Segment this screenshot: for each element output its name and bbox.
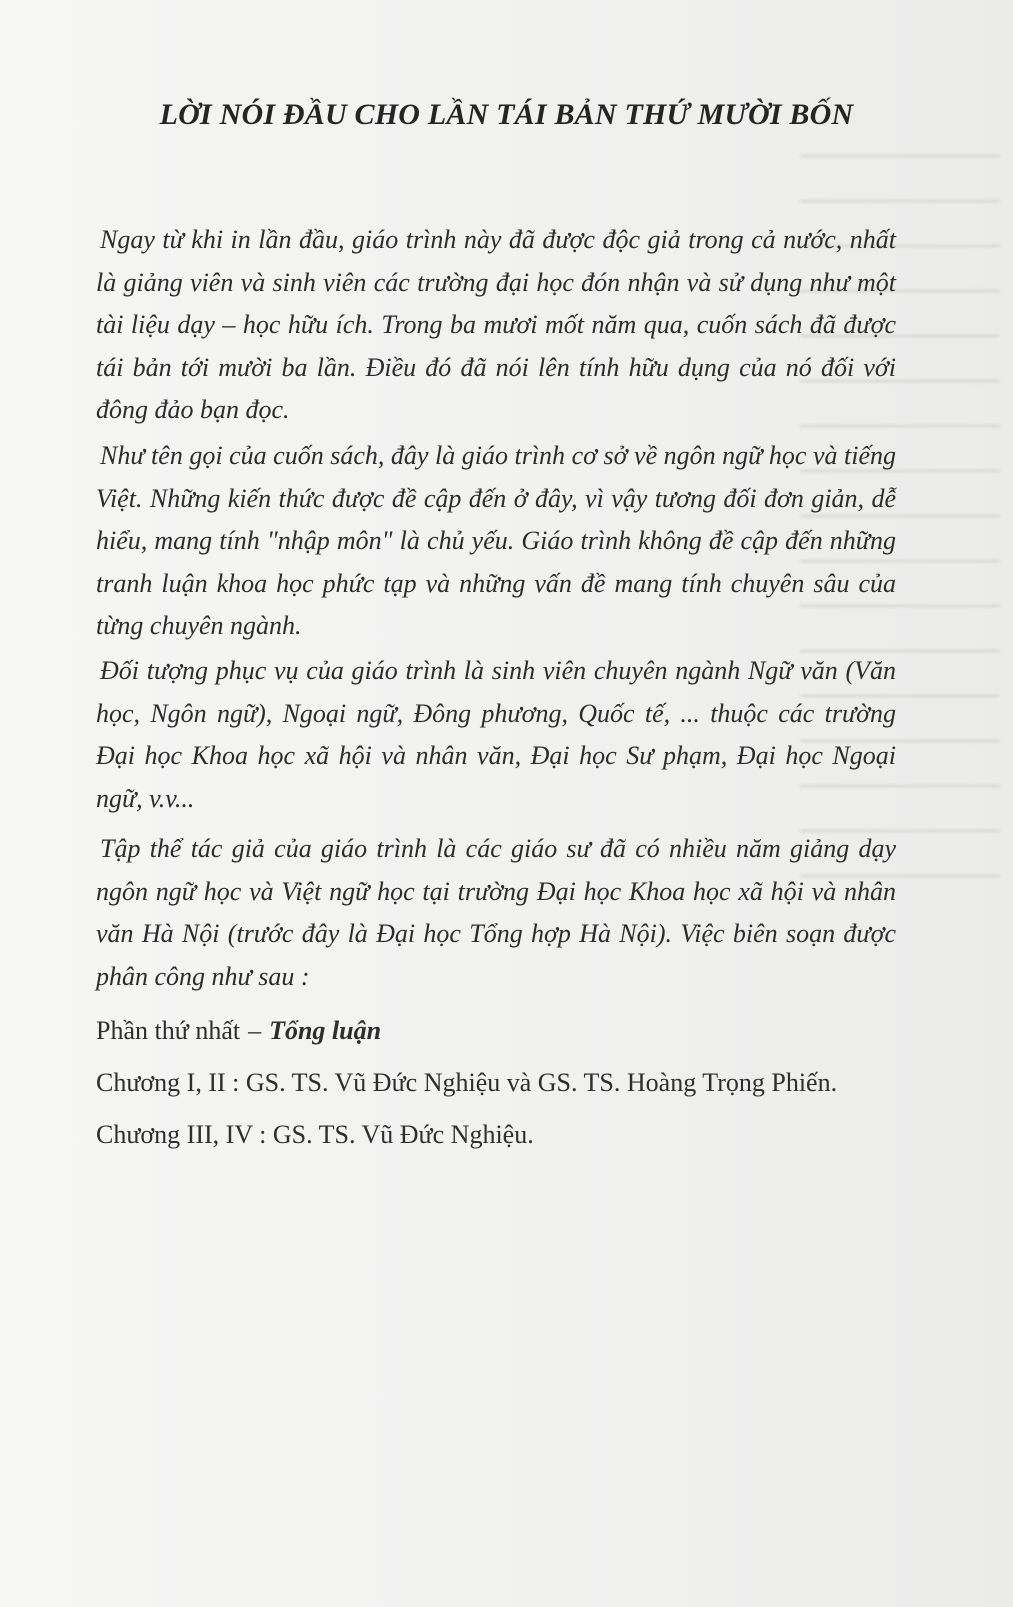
paragraph-text: Tập thể tác giả của giáo trình là các giáo sư đã có nhiều năm giảng dạy ngôn ngữ học và Việt ngữ học tại trường Đại học Khoa học xã hội và nhân văn Hà Nội (trước đây là Đại học Tổng hợp Hà Nội). Việc biên soạn được phân công như sau : [96, 834, 896, 991]
paragraph-text: Như tên gọi của cuốn sách, đây là giáo trình cơ sở về ngôn ngữ học và tiếng Việt. Những kiến thức được đề cập đến ở đây, vì vậy tương đối đơn giản, dễ hiểu, mang tính "nhập môn" là chủ yếu. Giáo trình không đề cập đến những tranh luận khoa học phức tạp và những vấn đề mang tính chuyên sâu của từng chuyên ngành. [96, 441, 896, 640]
part-dash: – [248, 1016, 262, 1045]
paragraph-1 [96, 219, 896, 432]
chapter-assignment-2: Chương III, IV : GS. TS. Vũ Đức Nghiệu. [96, 1120, 534, 1149]
paragraph-text: Ngay từ khi in lần đầu, giáo trình này đã được độc giả trong cả nước, nhất là giảng viên và sinh viên các trường đại học đón nhận và sử dụng như một tài liệu dạy – học hữu ích. Trong ba mươi mốt năm qua, cuốn sách đã được tái bản tới mười ba lần. Điều đó đã nói lên tính hữu dụng của nó đối với đông đảo bạn đọc. [96, 225, 896, 424]
paragraph-4 [96, 828, 896, 998]
part-label: Phần thứ nhất [96, 1016, 241, 1045]
paragraph-2 [96, 435, 896, 648]
paragraph-3 [96, 650, 896, 820]
page-title: LỜI NÓI ĐẦU CHO LẦN TÁI BẢN THỨ MƯỜI BỐN [159, 98, 854, 131]
paragraph-text: Đối tượng phục vụ của giáo trình là sinh viên chuyên ngành Ngữ văn (Văn học, Ngôn ngữ), Ngoại ngữ, Đông phương, Quốc tế, ... thuộc các trường Đại học Khoa học xã hội và nhân văn, Đại học Sư phạm, Đại học Ngoại ngữ, v.v... [96, 656, 896, 813]
chapter-assignment-1: Chương I, II : GS. TS. Vũ Đức Nghiệu và GS. TS. Hoàng Trọng Phiến. [96, 1068, 838, 1097]
part-heading [96, 1016, 381, 1046]
part-title: Tổng luận [269, 1016, 382, 1045]
